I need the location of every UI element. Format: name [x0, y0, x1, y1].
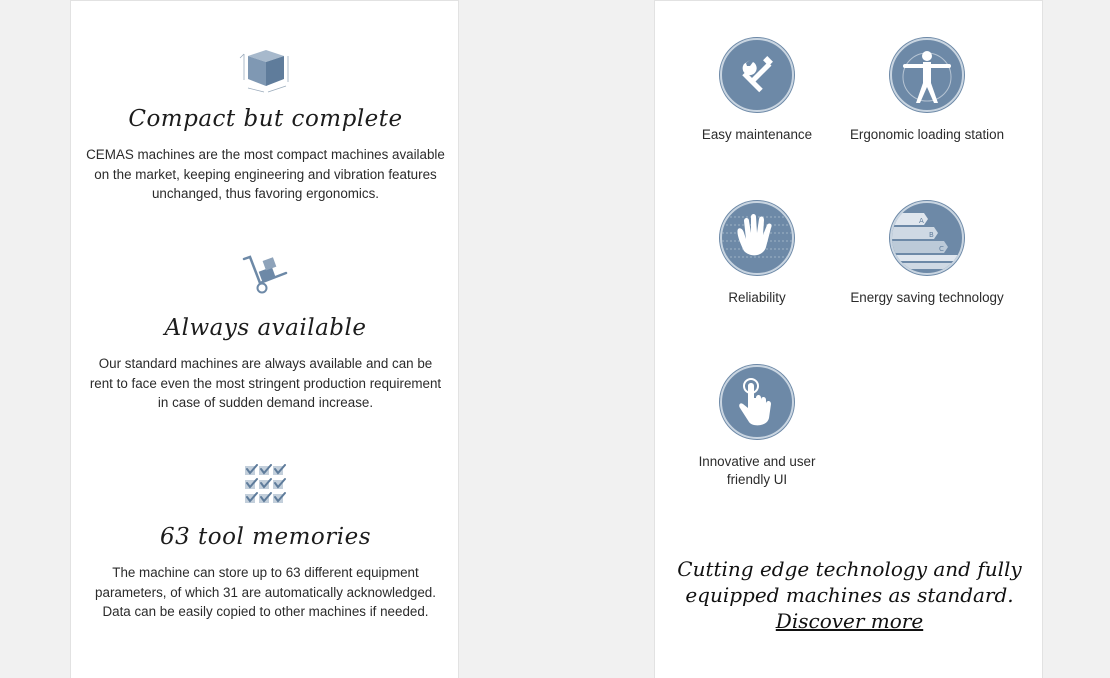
- feature-title: Compact but complete: [128, 106, 403, 132]
- feature-ergonomic-loading: [827, 38, 1027, 144]
- item-label: Ergonomic loading station: [849, 127, 1005, 142]
- svg-text:A: A: [919, 217, 924, 225]
- item-label: Energy saving technology: [850, 290, 1004, 305]
- feature-energy-saving: [827, 201, 1027, 307]
- tagline: [655, 556, 1044, 634]
- item-label: Innovative and user friendly UI: [698, 454, 816, 487]
- hand-truck-icon: [71, 253, 460, 297]
- checkmarks-grid-icon: [71, 464, 460, 506]
- tagline-line-1: Cutting edge technology and fully: [677, 557, 1022, 581]
- tagline-line-2: equipped machines as standard.: [685, 583, 1014, 607]
- svg-text:C: C: [939, 245, 944, 253]
- feature-text: CEMAS machines are the most compact machines available on the market, keeping engineering and vibration features unchanged, thus favoring ergonomics.: [86, 147, 445, 202]
- feature-title: Always available: [164, 315, 367, 341]
- discover-more-link[interactable]: Discover more: [775, 609, 924, 633]
- feature-text: Our standard machines are always available and can be rent to face even the most stringent production requirement in case of sudden demand increase.: [89, 356, 442, 411]
- item-label: Easy maintenance: [701, 127, 813, 142]
- feature-text: The machine can store up to 63 different equipment parameters, of which 31 are automatically acknowledged. Data can be easily copied to other machines if needed.: [95, 565, 436, 620]
- ergonomic-figure-icon: [890, 38, 964, 112]
- feature-title: 63 tool memories: [159, 524, 372, 550]
- item-label: Reliability: [728, 290, 786, 305]
- energy-rating-icon: [890, 201, 964, 275]
- features-panel-left: [70, 0, 459, 678]
- feature-innovative-ui: [657, 365, 857, 489]
- tools-icon: [720, 38, 794, 112]
- touch-finger-icon: [720, 365, 794, 439]
- hand-icon: [720, 201, 794, 275]
- cube-icon: [71, 46, 460, 94]
- features-panel-right: [654, 0, 1043, 678]
- svg-text:B: B: [929, 231, 934, 239]
